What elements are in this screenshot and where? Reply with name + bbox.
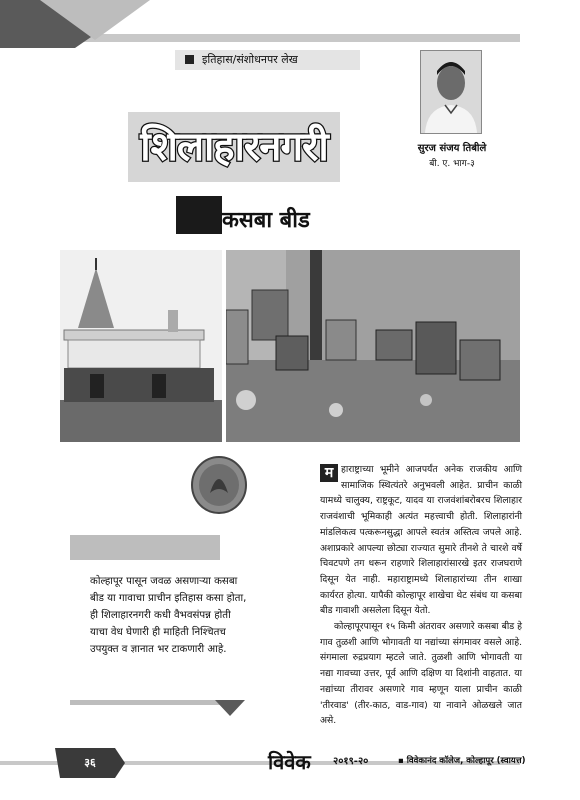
author-name: सुरज संजय तिबीले [417,143,487,154]
article-paragraph-1 [320,462,522,619]
panel-pointer [215,700,245,718]
sidebar-summary-text: कोल्हापूर पासून जवळ असणाऱ्या कसबा बीड या गावाचा प्राचीन इतिहास कसा होता, ही शिलाहारनगरी कधी वैभवसंपन्न होती याचा वेध घेणारी ही माहिती निश्चितच उपयुक्त व ज्ञानात भर टाकणारी आहे. [90,576,247,655]
article-paragraph-1-text: हाराष्ट्राच्या भूमीने आजपर्यंत अनेक राजकीय आणि सामाजिक स्थित्यंतरे अनुभवली आहेत. प्राचीन काळी यामध्ये चालुक्य, राष्ट्रकूट, यादव या राजवंशांबरोबरच शिलाहार राजवंशाची भूमिकाही अत्यंत महत्त्वाची होती. शिलाहारांनी मांडलिकत्व पत्करूनसुद्धा आपले स्वतंत्र अस्तित्व जपले आहे. अशाप्रकारे आपल्या छोट्या राज्यात सुमारे तीनशे ते चारशे वर्षे चिवटपणे तग धरून राहणारे शिलाहारांसारखे इतर राजघराणे दिसून येत नाही. महाराष्ट्रामध्ये शिलाहारांच्या तीन शाखा कार्यरत होत्या. यापैकी कोल्हापूर शाखेचा थेट संबंध या कसबा बीड गावाशी असलेला दिसून येतो. [320,464,522,617]
magazine-name: विवेक [268,750,311,774]
coin-image [190,455,248,515]
section-tag-label: इतिहास/संशोधनपर लेख [202,53,298,66]
article-title: शिलाहारनगरी [140,123,328,170]
college-name: ▪ विवेकानंद कॉलेज, कोल्हापूर (स्वायत्त) [398,756,526,766]
article-body [320,462,522,729]
subtitle-accent [176,196,222,234]
temple-photo [60,250,222,442]
section-tag [175,50,360,70]
person-icon [421,51,481,133]
ruins-photo [226,250,520,442]
article-subtitle: कसबा बीड [222,208,310,233]
magazine-year: २०१९-२० [333,756,369,767]
author-class: बी. ए. भाग-३ [429,159,475,169]
square-bullet-icon [185,55,194,64]
sidebar-summary [90,573,250,658]
drop-cap: म [320,464,338,482]
article-paragraph-2: कोल्हापूरपासून १५ किमी अंतरावर असणारे कसबा बीड हे गाव तुळशी आणि भोगावती या नद्यांच्या संगमावर वसले आहे. संगमाला रुद्रप्रयाग म्हटले जाते. तुळशी आणि भोगावती या नद्या गावच्या उत्तर, पूर्व आणि दक्षिण या दिशांनी वाहतात. या नद्यांच्या तीरावर असणारे गाव म्हणून याला प्राचीन काळी 'तीरवाड' (तीर-काठ, वाड-गाव) या नावाने ओळखले जात असे. [320,621,522,727]
author-photo [420,50,482,134]
header-decoration [0,0,520,48]
page-number: ३६ [84,756,96,769]
